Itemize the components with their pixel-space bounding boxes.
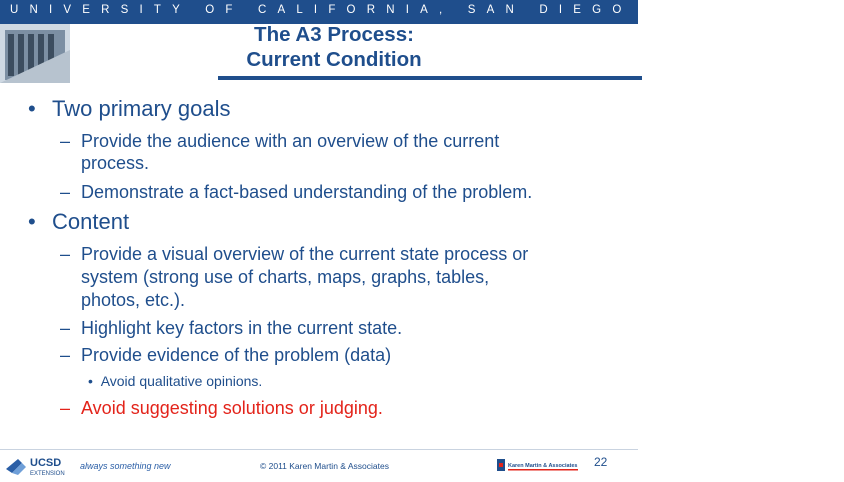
- sub-bullet-line: system (strong use of charts, maps, graphs, tables,: [81, 267, 490, 287]
- ucsd-extension-logo: [4, 455, 76, 482]
- bullet-dot: •: [28, 96, 36, 121]
- dash: –: [60, 318, 71, 338]
- sub-bullet-line: Provide a visual overview of the current state process or: [81, 244, 529, 264]
- dash: –: [60, 244, 71, 264]
- bullet-text: Content: [52, 209, 130, 234]
- sub-bullet-line: Provide evidence of the problem (data): [81, 345, 392, 365]
- km-logo-text: Karen Martin & Associates: [508, 463, 578, 469]
- sub-bullet-line: process.: [81, 153, 150, 173]
- geisel-library-photo: [0, 0, 218, 83]
- ucsd-logo-subtext: EXTENSION: [30, 471, 65, 477]
- sub-bullet-line: Avoid suggesting solutions or judging.: [81, 398, 383, 418]
- bullet-dot: •: [88, 373, 101, 389]
- karen-martin-logo: [497, 455, 581, 480]
- dash: –: [60, 345, 71, 365]
- sub-sub-bullet: [88, 373, 262, 389]
- title-line-1: The A3 Process:: [254, 23, 414, 46]
- sub-bullet-line: Demonstrate a fact-based understanding of the problem.: [81, 182, 533, 202]
- bullet-text: Two primary goals: [52, 96, 231, 121]
- bullet-two-primary-goals: [28, 96, 231, 122]
- sub-bullet-line: photos, etc.).: [81, 290, 186, 310]
- bullet-dot: •: [28, 209, 36, 234]
- ucsd-tagline: always something new: [80, 461, 171, 471]
- copyright-notice: © 2011 Karen Martin & Associates: [260, 461, 389, 471]
- footer-rule: [0, 449, 638, 450]
- dash: –: [60, 182, 71, 202]
- ucsd-logo-text: UCSD: [30, 457, 62, 469]
- title-line-2: Current Condition: [246, 48, 422, 71]
- banner-text: UNIVERSITY OF CALIFORNIA, SAN DIEGO · EXTENSION: [10, 4, 844, 16]
- dash: –: [60, 398, 71, 418]
- sub-sub-bullet-text: Avoid qualitative opinions.: [100, 373, 263, 389]
- bullet-content: [28, 209, 129, 235]
- sub-bullet-line: Highlight key factors in the current state.: [81, 318, 403, 338]
- slide-title: [218, 22, 450, 72]
- title-underline: [218, 76, 642, 80]
- page-number: 22: [594, 455, 608, 469]
- dash: –: [60, 131, 71, 151]
- sub-bullet-line: Provide the audience with an overview of the current: [81, 131, 500, 151]
